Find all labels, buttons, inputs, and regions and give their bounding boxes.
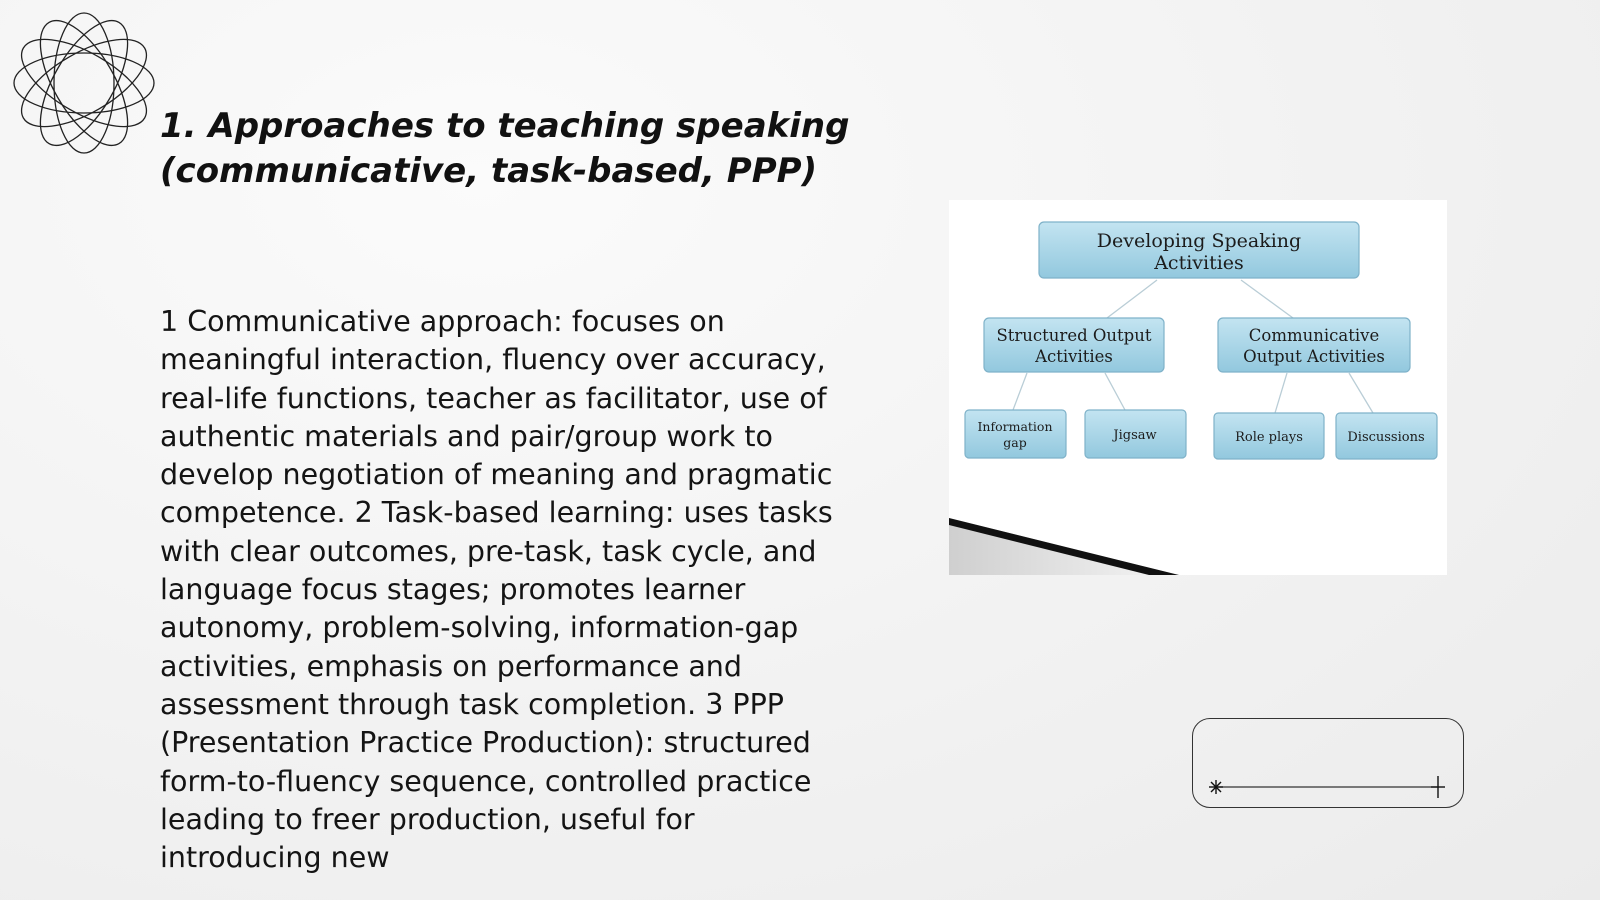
diagram-communicative-node <box>1218 318 1410 372</box>
sparkle-icon <box>1209 780 1223 794</box>
svg-text:Information: Information <box>977 419 1053 434</box>
orbit-rings-icon <box>10 8 158 158</box>
diagram-leaf-discussions <box>1336 413 1437 459</box>
slide-title <box>160 104 880 194</box>
plus-icon <box>1431 776 1445 798</box>
slide-body-text: 1 Communicative approach: focuses on meaningful interaction, fluency over accuracy, real-life functions, teacher as facilitator, use of authentic materials and pair/group work to develop negotiation of meaning and pragmatic competence. 2 Task-based learning: uses tasks with clear outcomes, pre-task, task cycle, and language focus stages; promotes learner autonomy, problem-solving, information-gap activities, emphasis on performance and assessment through task completion. 3 PPP (Presentation Practice Production): structured form-to-fluency sequence, controlled practice leading to freer production, useful for introducing new <box>160 305 833 875</box>
svg-text:Jigsaw: Jigsaw <box>1113 428 1157 443</box>
speaking-activities-diagram <box>949 200 1447 575</box>
decorative-slider <box>1192 718 1464 808</box>
svg-text:Activities: Activities <box>1154 252 1244 274</box>
title-line-2: (communicative, task-based, PPP) <box>160 151 818 191</box>
svg-text:Developing Speaking: Developing Speaking <box>1096 230 1302 252</box>
title-line-1: 1. Approaches to teaching speaking <box>160 106 850 146</box>
diagram-leaf-role-plays <box>1214 413 1324 459</box>
diagram-leaf-jigsaw <box>1085 410 1186 458</box>
svg-text:Output Activities: Output Activities <box>1243 347 1385 366</box>
svg-text:Activities: Activities <box>1035 347 1113 366</box>
svg-text:Discussions: Discussions <box>1347 430 1425 445</box>
diagram-structured-node <box>984 318 1164 372</box>
svg-text:Structured Output: Structured Output <box>996 326 1152 345</box>
svg-text:Role plays: Role plays <box>1235 430 1303 445</box>
diagram-root-node <box>1039 222 1359 278</box>
svg-text:Communicative: Communicative <box>1248 326 1380 345</box>
diagram-leaf-information-gap <box>965 410 1066 458</box>
svg-text:gap: gap <box>1003 435 1027 450</box>
